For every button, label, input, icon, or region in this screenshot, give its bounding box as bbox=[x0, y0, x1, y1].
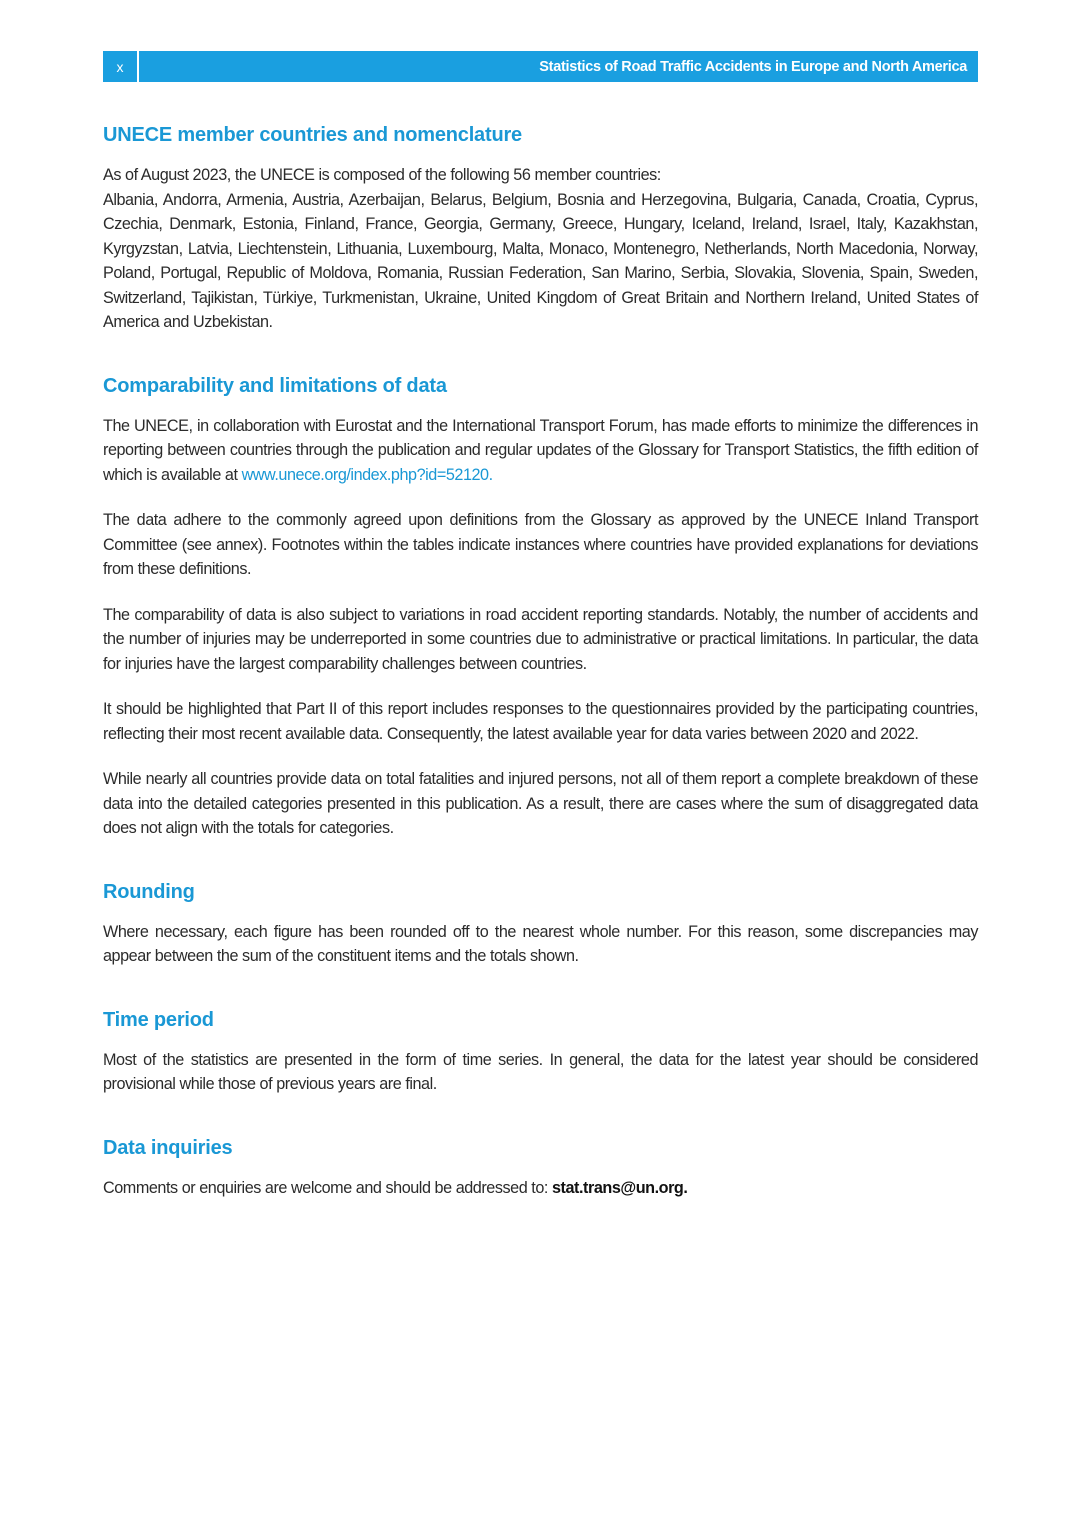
section-heading: Comparability and limitations of data bbox=[103, 374, 447, 397]
paragraph: As of August 2023, the UNECE is composed of the following 56 member countries: bbox=[103, 166, 661, 184]
running-header bbox=[103, 51, 978, 82]
country-list: Albania, Andorra, Armenia, Austria, Azerbaijan, Belarus, Belgium, Bosnia and Herzegovina, Bulgaria, Canada, Croatia, Cyprus, Czechia, Denmark, Estonia, Finland, France, Georgia, Germany, Greece, Hungary, Iceland, Ireland, Israel, Italy, Kazakhstan, Kyrgyzstan, Latvia, Liechtenstein, Lithuania, Luxembourg, Malta, Monaco, Montenegro, Netherlands, North Macedonia, Norway, Poland, Portugal, Republic of Moldova, Romania, Russian Federation, San Marino, Serbia, Slovakia, Slovenia, Spain, Sweden, Switzerland, Tajikistan, Türkiye, Turkmenistan, Ukraine, United Kingdom of Great Britain and Northern Ireland, United States of America and Uzbekistan. bbox=[103, 190, 978, 331]
paragraph-text: The UNECE, in collaboration with Eurostat and the International Transport Forum, has made efforts to minimize the differences in reporting between countries through the publication and regular updates of the Glossary for Transport Statistics, the fifth edition of which is available at bbox=[103, 416, 978, 484]
page-content bbox=[103, 124, 978, 1228]
paragraph: It should be highlighted that Part II of this report includes responses to the questionnaires provided by the participating countries, reflecting their most recent available data. Consequently, the latest available year for data varies between 2020 and 2022. bbox=[103, 700, 978, 743]
section-heading: UNECE member countries and nomenclature bbox=[103, 124, 522, 146]
contact-email[interactable]: stat.trans@un.org. bbox=[552, 1178, 688, 1197]
paragraph: Where necessary, each figure has been rounded off to the nearest whole number. For this reason, some discrepancies may appear between the sum of the constituent items and the totals shown. bbox=[103, 922, 978, 965]
paragraph: The data adhere to the commonly agreed upon definitions from the Glossary as approved by the UNECE Inland Transport Committee (see annex). Footnotes within the tables indicate instances where countries have provided explanations for deviations from these definitions. bbox=[103, 511, 978, 578]
paragraph: The comparability of data is also subject to variations in road accident reporting standards. Notably, the number of accidents and the number of injuries may be underreported in some countries due to administrative or practical limitations. In particular, the data for injuries have the largest comparability challenges between countries. bbox=[103, 605, 978, 673]
section-member-countries bbox=[103, 124, 978, 335]
section-rounding bbox=[103, 881, 978, 969]
section-data-inquiries bbox=[103, 1137, 978, 1201]
paragraph: Most of the statistics are presented in the form of time series. In general, the data for the latest year should be considered provisional while those of previous years are final. bbox=[103, 1050, 978, 1093]
section-comparability bbox=[103, 375, 978, 841]
paragraph: While nearly all countries provide data on total fatalities and injured persons, not all of them report a complete breakdown of these data into the detailed categories presented in this publication. As a result, there are cases where the sum of disaggregated data does not align with the totals for categories. bbox=[103, 770, 978, 837]
section-heading: Rounding bbox=[103, 880, 195, 903]
section-time-period bbox=[103, 1009, 978, 1097]
section-heading: Data inquiries bbox=[103, 1136, 233, 1159]
publication-title: Statistics of Road Traffic Accidents in Europe and North America bbox=[139, 51, 978, 82]
paragraph bbox=[103, 1176, 978, 1201]
paragraph bbox=[103, 414, 978, 488]
page-number: x bbox=[103, 51, 137, 82]
section-heading: Time period bbox=[103, 1008, 214, 1031]
paragraph-text: Comments or enquiries are welcome and should be addressed to: bbox=[103, 1178, 552, 1197]
glossary-link[interactable]: www.unece.org/index.php?id=52120. bbox=[241, 465, 493, 484]
